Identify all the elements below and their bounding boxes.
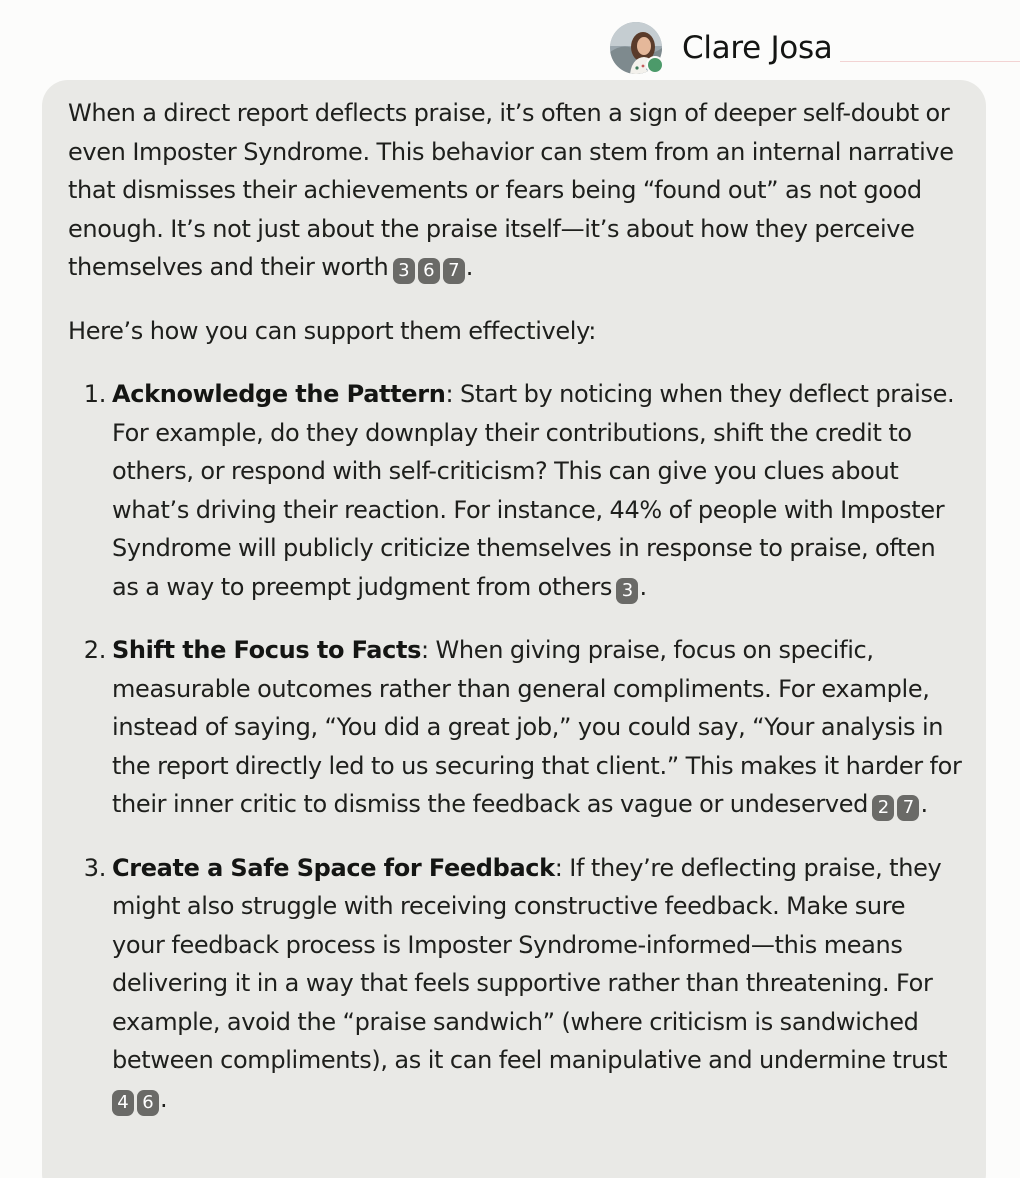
list-number: 1. xyxy=(83,380,106,408)
online-status-indicator xyxy=(646,56,664,74)
message-bubble xyxy=(42,80,986,1178)
intro-text: When a direct report deflects praise, it’s often a sign of deeper self-doubt or even Imposter Syndrome. This behavior can stem from an internal narrative that dismisses their achievements or fears being “found out” as not good enough. It’s not just about the praise itself—it’s about how they perceive themselves and their worth xyxy=(68,99,954,281)
citation-badge[interactable]: 6 xyxy=(137,1090,159,1116)
list-item: 1. Acknowledge the Pattern: Start by noticing when they deflect praise. For example, do they downplay their contributions, shift the credit to others, or respond with self-criticism? This can give you clues about what’s driving their reaction. For instance, 44% of people with Imposter Syndrome will publicly criticize themselves in response to praise, often as a way to preempt judgment from others 3 . xyxy=(68,375,964,606)
citation-badge[interactable]: 6 xyxy=(418,258,440,284)
advice-list xyxy=(68,375,964,1118)
lead-in-text: Here’s how you can support them effectively: xyxy=(68,316,596,345)
citation-badge[interactable]: 7 xyxy=(897,795,919,821)
item-text: : If they’re deflecting praise, they might also struggle with receiving constructive feedback. Make sure your feedback process is Imposter Syndrome-informed—this means delivering it in a way that feels supportive rather than threatening. For example, avoid the “praise sandwich” (where criticism is sandwiched between compliments), as it can feel manipulative and undermine trust xyxy=(112,853,948,1074)
list-item: 3. Create a Safe Space for Feedback: If they’re deflecting praise, they might also struggle with receiving constructive feedback. Make sure your feedback process is Imposter Syndrome-informed—this means delivering it in a way that feels supportive rather than threatening. For example, avoid the “praise sandwich” (where criticism is sandwiched between compliments), as it can feel manipulative and undermine trust 4 6 . xyxy=(68,849,964,1119)
citation-badge[interactable]: 3 xyxy=(393,258,415,284)
list-number: 2. xyxy=(83,636,106,664)
item-text: : When giving praise, focus on specific, measurable outcomes rather than general compliments. For example, instead of saying, “You did a great job,” you could say, “Your analysis in the report directly led to us securing that client.” This makes it harder for their inner critic to dismiss the feedback as vague or undeserved xyxy=(112,636,962,818)
citation-badge[interactable]: 4 xyxy=(112,1090,134,1116)
header-divider xyxy=(840,61,1020,62)
citation-badge[interactable]: 7 xyxy=(443,258,465,284)
intro-paragraph: When a direct report deflects praise, it’s often a sign of deeper self-doubt or even Imposter Syndrome. This behavior can stem from an internal narrative that dismisses their achievements or fears being “found out” as not good enough. It’s not just about the praise itself—it’s about how they perceive themselves and their worth 3 6 7 . xyxy=(68,94,964,287)
avatar[interactable] xyxy=(610,22,662,74)
item-title: Acknowledge the Pattern xyxy=(112,380,446,408)
item-title: Create a Safe Space for Feedback xyxy=(112,853,555,882)
citation-badge[interactable]: 3 xyxy=(616,578,638,604)
item-title: Shift the Focus to Facts xyxy=(112,636,422,664)
chat-header xyxy=(610,21,833,75)
citation-badge[interactable]: 2 xyxy=(872,795,894,821)
list-number: 3. xyxy=(83,853,106,882)
list-item: 2. Shift the Focus to Facts: When giving praise, focus on specific, measurable outcomes rather than general compliments. For example, instead of saying, “You did a great job,” you could say, “Your analysis in the report directly led to us securing that client.” This makes it harder for their inner critic to dismiss the feedback as vague or undeserved 2 7 . xyxy=(68,631,964,824)
item-text: : Start by noticing when they deflect praise. For example, do they downplay their contributions, shift the credit to others, or respond with self-criticism? This can give you clues about what’s driving their reaction. For instance, 44% of people with Imposter Syndrome will publicly criticize themselves in response to praise, often as a way to preempt judgment from others xyxy=(112,380,955,601)
contact-name: Clare Josa xyxy=(682,30,833,66)
